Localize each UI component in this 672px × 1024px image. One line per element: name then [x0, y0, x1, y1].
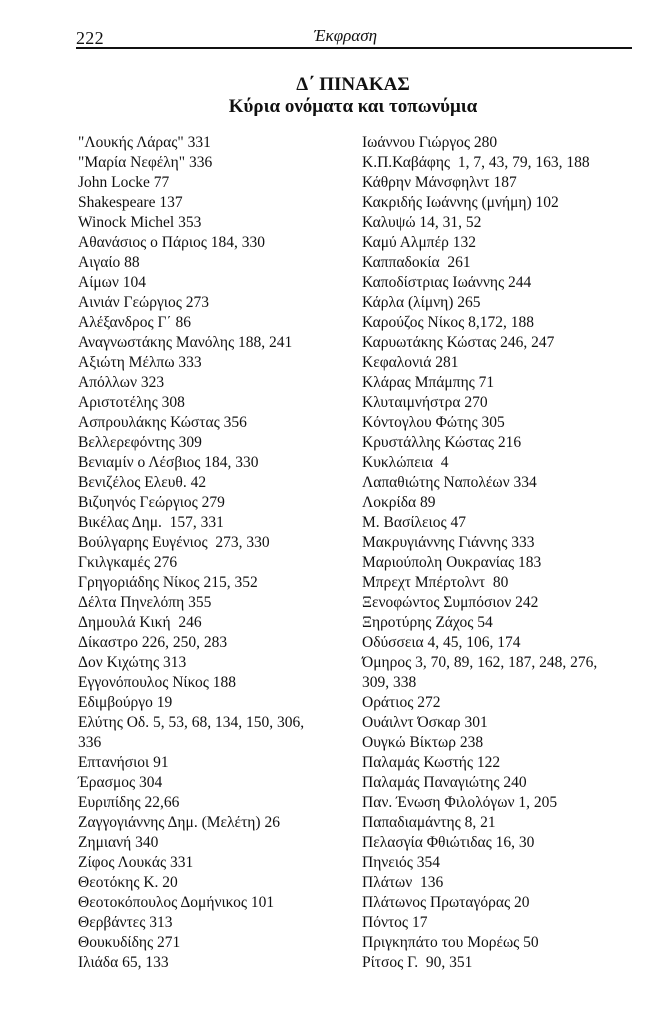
index-entry: Επτανήσιοι 91 — [78, 754, 169, 771]
index-subtitle: Κύρια ονόματα και τοπωνύμια — [228, 96, 478, 117]
index-entry: Βενιαμίν ο Λέσβιος 184, 330 — [78, 454, 259, 471]
index-entry: Ελύτης Οδ. 5, 53, 68, 134, 150, 306, — [78, 714, 305, 731]
index-entry: "Λουκής Λάρας" 331 — [78, 134, 211, 151]
index-entry: Ρίτσος Γ. 90, 351 — [362, 954, 473, 971]
index-entry: Ευριπίδης 22,66 — [78, 794, 180, 811]
index-entry: Πηνειός 354 — [362, 854, 440, 871]
index-entry: Αριστοτέλης 308 — [78, 394, 185, 411]
index-entry: Αξιώτη Μέλπω 333 — [78, 354, 202, 371]
index-entry: Κόντογλου Φώτης 305 — [362, 414, 505, 431]
index-entry: Μπρεχτ Μπέρτολντ 80 — [362, 574, 509, 591]
index-entry: Κάρλα (λίμνη) 265 — [362, 294, 481, 311]
page-header — [76, 22, 630, 46]
index-column-left — [78, 133, 346, 973]
index-entry: Όμηρος 3, 70, 89, 162, 187, 248, 276, — [362, 654, 598, 671]
index-title: Δ΄ ΠΙΝΑΚΑΣ — [296, 74, 410, 95]
index-entry: Παπαδιαμάντης 8, 21 — [362, 814, 496, 831]
index-entry: Ιλιάδα 65, 133 — [78, 954, 169, 971]
index-entry: Ζίφος Λουκάς 331 — [78, 854, 194, 871]
index-entry: Παν. Ένωση Φιλολόγων 1, 205 — [362, 794, 558, 811]
index-entry: Θουκυδίδης 271 — [78, 934, 181, 951]
index-entry: Βελλερεφόντης 309 — [78, 434, 202, 451]
index-entry: Κεφαλονιά 281 — [362, 354, 459, 371]
index-entry: Καρούζος Νίκος 8,172, 188 — [362, 314, 534, 331]
index-entry: Ουγκώ Βίκτωρ 238 — [362, 734, 484, 751]
index-entry: Κρυστάλλης Κώστας 216 — [362, 434, 522, 451]
index-entry: Δον Κιχώτης 313 — [78, 654, 187, 671]
index-entry: Πλάτων 136 — [362, 874, 444, 891]
index-column-right — [362, 133, 636, 973]
index-entry: Αθανάσιος ο Πάριος 184, 330 — [78, 234, 266, 251]
index-entry: Θεοτοκόπουλος Δομήνικος 101 — [78, 894, 275, 911]
index-entry: 336 — [78, 734, 102, 751]
index-entry: Καποδίστριας Ιωάννης 244 — [362, 274, 532, 291]
index-entry: 309, 338 — [362, 674, 417, 691]
index-entry: Winock Michel 353 — [78, 214, 202, 231]
index-entry: Οράτιος 272 — [362, 694, 441, 711]
index-entry: Εγγονόπουλος Νίκος 188 — [78, 674, 237, 691]
index-entry: Κλάρας Μπάμπης 71 — [362, 374, 495, 391]
index-entry: Καμύ Αλμπέρ 132 — [362, 234, 476, 251]
index-entry: Καλυψώ 14, 31, 52 — [362, 214, 482, 231]
index-entry: "Μαρία Νεφέλη" 336 — [78, 154, 213, 171]
index-entry: Αίμων 104 — [78, 274, 147, 291]
index-entry: Κλυταιμνήστρα 270 — [362, 394, 488, 411]
header-rule — [76, 47, 632, 49]
index-entry: Πλάτωνος Πρωταγόρας 20 — [362, 894, 530, 911]
index-entry: Καππαδοκία 261 — [362, 254, 471, 271]
index-entry: Καρυωτάκης Κώστας 246, 247 — [362, 334, 555, 351]
index-entry: Έρασμος 304 — [78, 774, 163, 791]
index-entry: Βενιζέλος Ελευθ. 42 — [78, 474, 207, 491]
index-entry: Ξηροτύρης Ζάχος 54 — [362, 614, 493, 631]
index-entry: Αιγαίο 88 — [78, 254, 140, 271]
index-entry: Βούλγαρης Ευγένιος 273, 330 — [78, 534, 270, 551]
index-entry: Θεοτόκης Κ. 20 — [78, 874, 178, 891]
index-entry: Δέλτα Πηνελόπη 355 — [78, 594, 212, 611]
index-entry: Ζημιανή 340 — [78, 834, 159, 851]
index-entry: Κακριδής Ιωάννης (μνήμη) 102 — [362, 194, 559, 211]
index-entry: Γκιλγκαμές 276 — [78, 554, 178, 571]
index-entry: Ουάιλντ Όσκαρ 301 — [362, 714, 488, 731]
page-number: 222 — [76, 28, 104, 48]
index-entry: Γρηγοριάδης Νίκος 215, 352 — [78, 574, 258, 591]
index-entry: Πελασγία Φθιώτιδας 16, 30 — [362, 834, 535, 851]
index-entry: Shakespeare 137 — [78, 194, 183, 211]
index-entry: Λοκρίδα 89 — [362, 494, 436, 511]
running-head: Έκφραση — [314, 26, 378, 45]
index-entry: Παλαμάς Κωστής 122 — [362, 754, 501, 771]
index-entry: Βικέλας Δημ. 157, 331 — [78, 514, 224, 531]
index-entry: Κυκλώπεια 4 — [362, 454, 449, 471]
index-entry: Πόντος 17 — [362, 914, 428, 931]
index-entry: Μαριούπολη Ουκρανίας 183 — [362, 554, 542, 571]
index-entry: Μ. Βασίλειος 47 — [362, 514, 466, 531]
index-entry: Θερβάντες 313 — [78, 914, 173, 931]
index-entry: Λαπαθιώτης Ναπολέων 334 — [362, 474, 537, 491]
index-entry: Απόλλων 323 — [78, 374, 165, 391]
index-entry: Δίκαστρο 226, 250, 283 — [78, 634, 228, 651]
index-entry: John Locke 77 — [78, 174, 170, 191]
index-title-block — [76, 74, 630, 118]
index-entry: Δημουλά Κική 246 — [78, 614, 202, 631]
index-entry: Παλαμάς Παναγιώτης 240 — [362, 774, 527, 791]
index-entry: Αναγνωστάκης Μανόλης 188, 241 — [78, 334, 293, 351]
index-entry: Ιωάννου Γιώργος 280 — [362, 134, 498, 151]
index-entry: Αλέξανδρος Γ΄ 86 — [78, 314, 191, 331]
index-entry: Ζαγγογιάννης Δημ. (Μελέτη) 26 — [78, 814, 280, 831]
index-entry: Βιζυηνός Γεώργιος 279 — [78, 494, 225, 511]
index-entry: Κ.Π.Καβάφης 1, 7, 43, 79, 163, 188 — [362, 154, 590, 171]
index-entry: Κάθρην Μάνσφηλντ 187 — [362, 174, 517, 191]
index-entry: Ξενοφώντος Συμπόσιον 242 — [362, 594, 539, 611]
index-entry: Αινιάν Γεώργιος 273 — [78, 294, 209, 311]
index-entry: Πριγκηπάτο του Μορέως 50 — [362, 934, 539, 951]
index-entry: Εδιμβούργο 19 — [78, 694, 173, 711]
index-entry: Μακρυγιάννης Γιάννης 333 — [362, 534, 535, 551]
index-entry: Οδύσσεια 4, 45, 106, 174 — [362, 634, 521, 651]
index-entry: Ασπρουλάκης Κώστας 356 — [78, 414, 247, 431]
